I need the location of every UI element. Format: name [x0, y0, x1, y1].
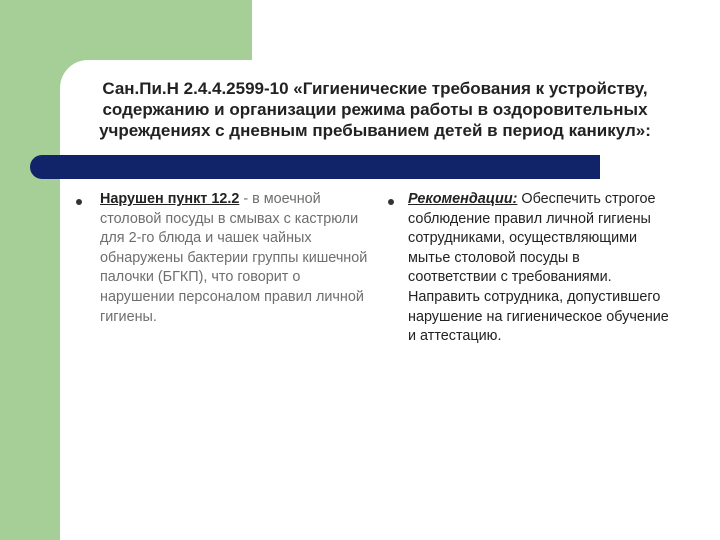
recommendation-lead: Рекомендации:: [408, 191, 518, 207]
bullet-dot-icon: [388, 199, 394, 205]
green-side-stripe: [0, 0, 60, 540]
recommendation-item: [408, 190, 670, 347]
title-underline-bar: [30, 155, 600, 179]
recommendation-text: Обеспечить строгое соблюдение правил личной гигиены сотрудниками, осуществляющими мытье столовой посуды в соответствии с требованиями. Направить сотрудника, допустившего нарушение на гигиеническое обучение и аттестацию.: [408, 191, 669, 345]
slide-title: Сан.Пи.Н 2.4.4.2599-10 «Гигиенические требования к устройству, содержанию и организации режима работы в оздоровительных учреждениях с дневным пребыванием детей в период каникул»:: [99, 79, 651, 140]
violation-lead: Нарушен пункт 12.2: [100, 191, 240, 207]
violation-item: [100, 190, 368, 327]
violation-text: - в моечной столовой посуды в смывах с кастрюли для 2-го блюда и чашек чайных обнаружены бактерии группы кишечной палочки (БГКП), что говорит о нарушении персоналом правил личной гигиены.: [100, 191, 368, 325]
bullet-dot-icon: [76, 199, 82, 205]
